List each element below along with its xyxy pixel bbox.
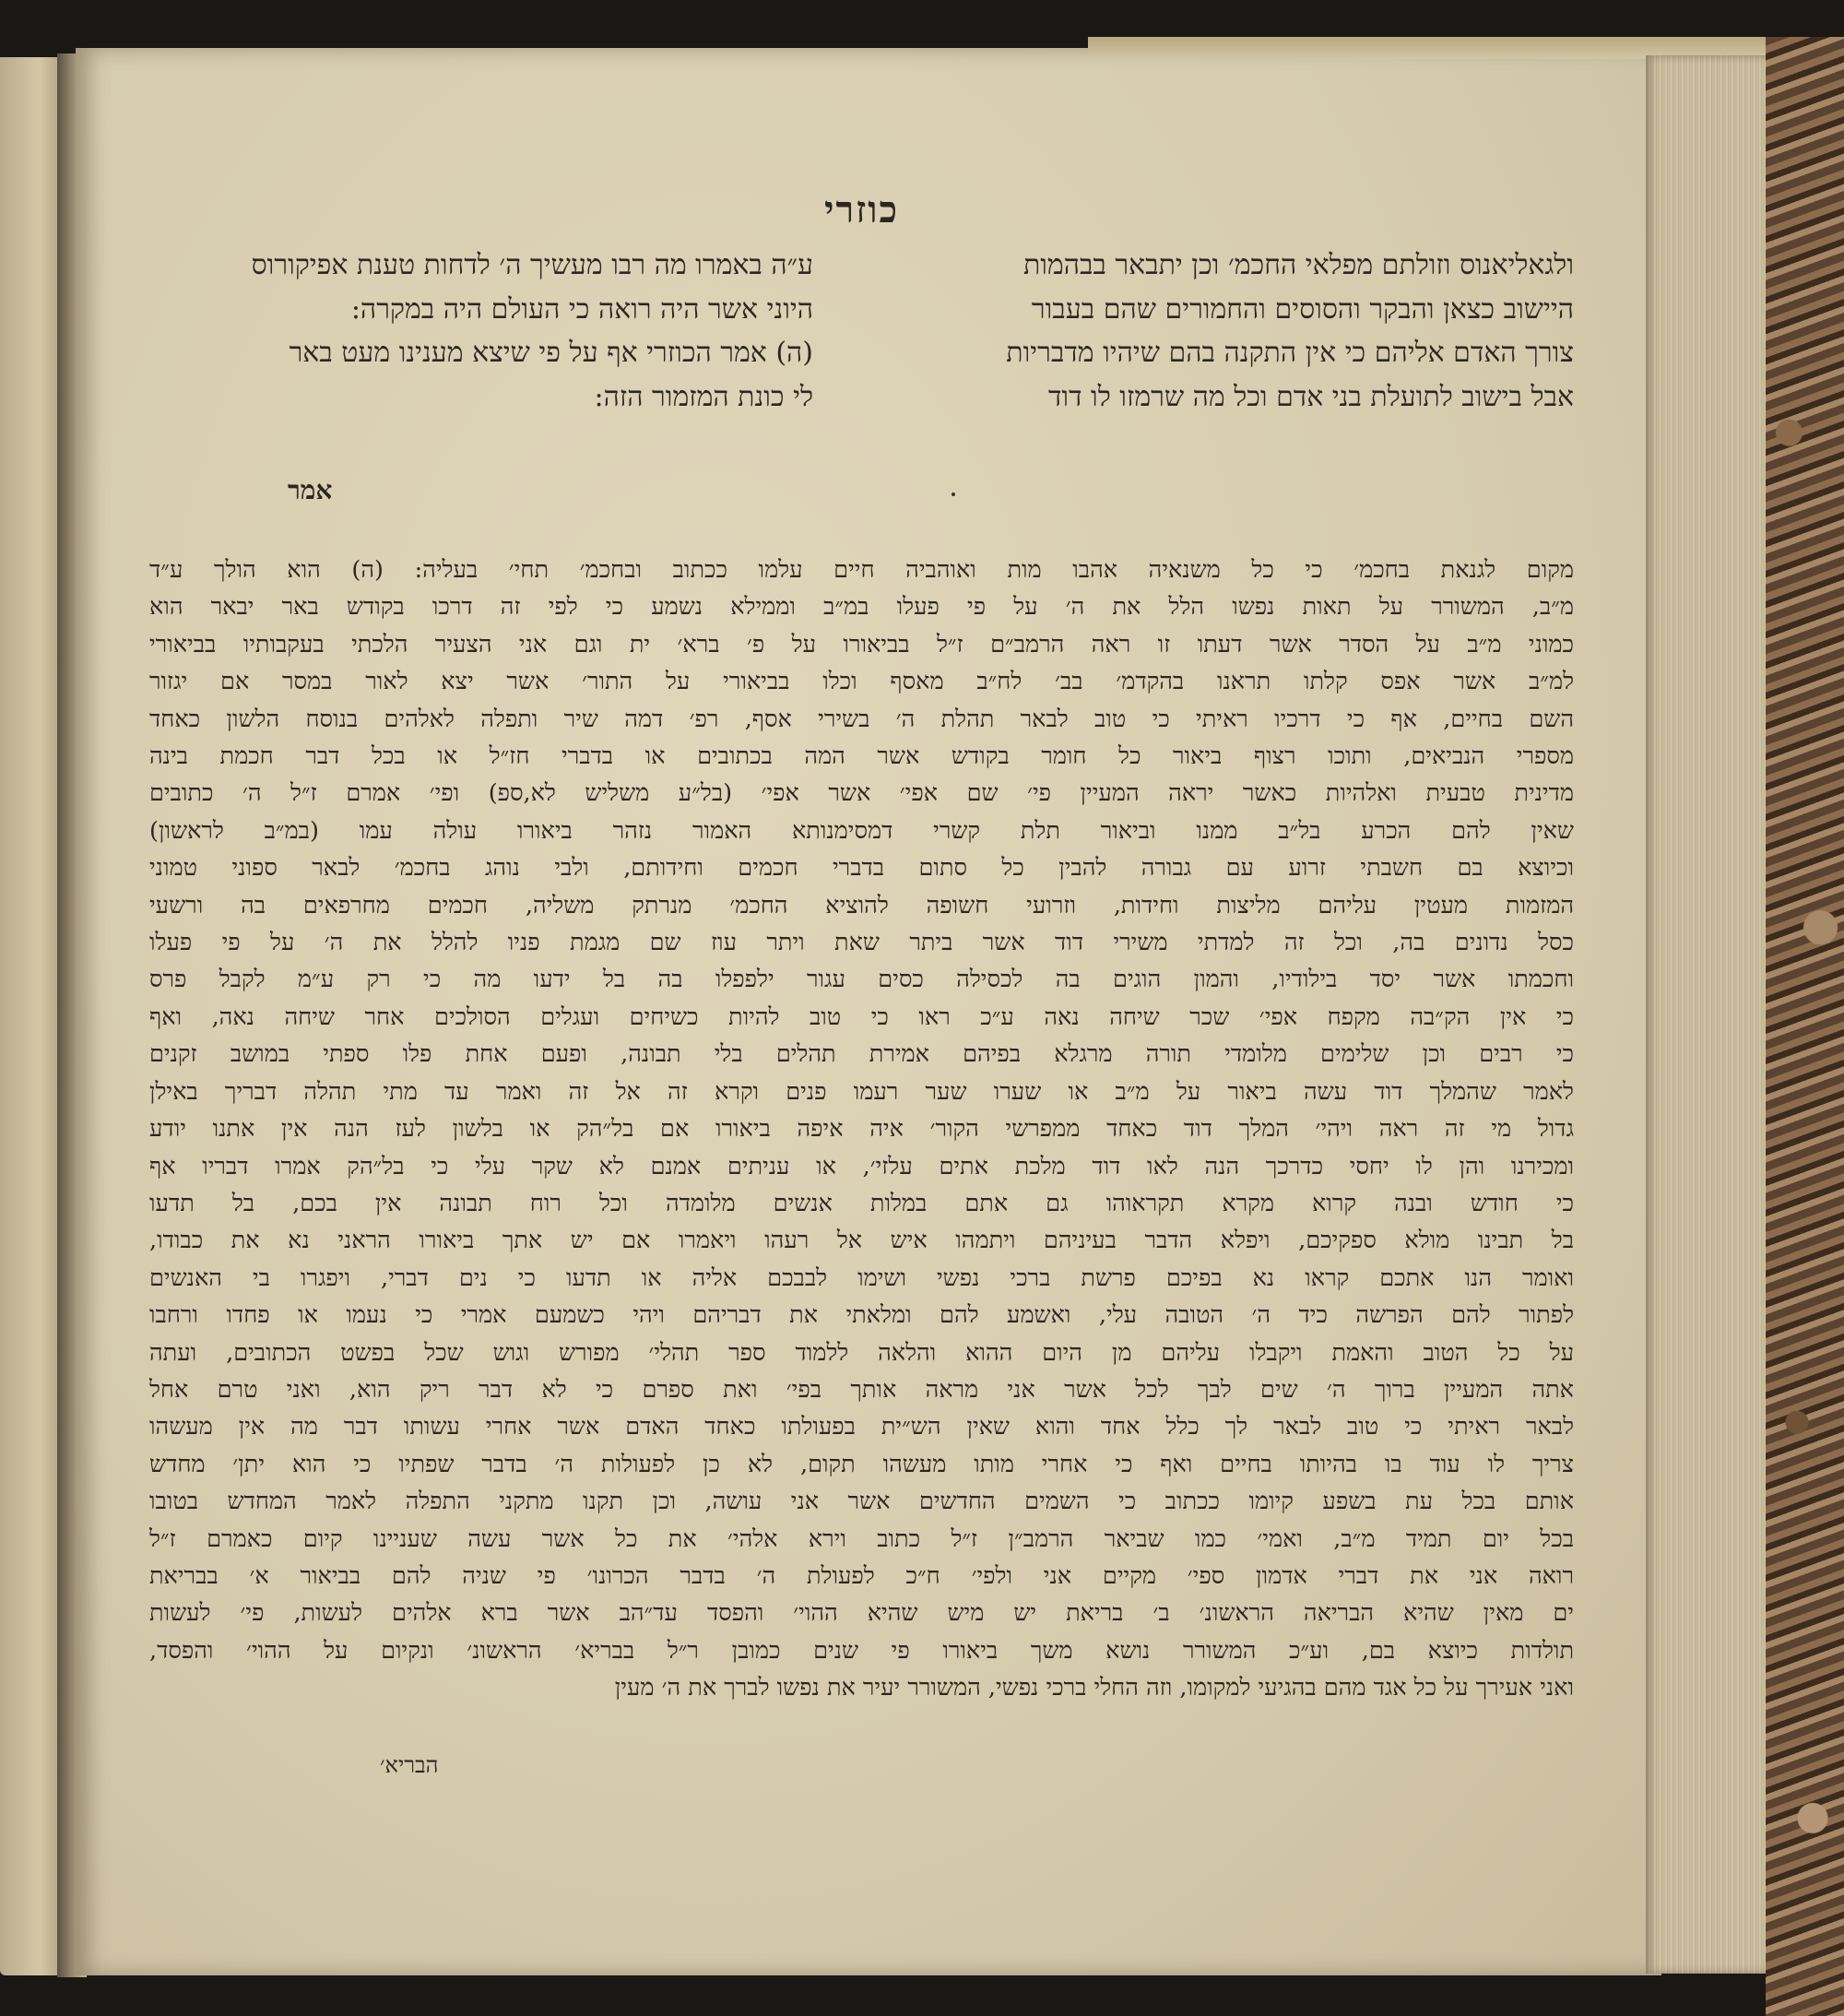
commentary-line: מ״ב, המשורר על תאות נפשו הלל את ה׳ על פי פעלו במ״ב וממילא נשמע כי לפי זה דרכו בקודש באר יבאר הוא <box>149 593 1574 622</box>
commentary-line: על כל הטוב והאמת ויקבלו עליהם מן היום ההוא והלאה ללמוד ספר תהלי׳ מפורש וגוש שכל בפשט הכתובים, ועתה <box>149 1338 1574 1367</box>
main-line: לי כונת המזמור הזה: <box>594 380 813 413</box>
main-line: ע״ה באמרו מה רבו מעשיך ה׳ לדחות טענת אפיקורוס <box>251 249 813 281</box>
commentary-line: ומכירנו והן לו יחסי כדרכך הנה לאו דוד מלכת אתים עלזי׳, או עניתים אמנם לא שקר עלי כי בל״הק אמרו דבריו אף <box>149 1152 1574 1180</box>
commentary-line: רואה אני את דברי אדמון ספי׳ מקיים אני ולפי׳ ח״כ לפעולת ה׳ בדבר הכרונו׳ פי שניה להם בביאור א׳ בבריאת <box>149 1561 1574 1590</box>
commentary-block <box>149 551 1574 1707</box>
commentary-line: מדינית טבעית ואלהיות כאשר יראה המעיין פי׳ שם אפי׳ אשר אפי׳ (בל״ע משליש לא,ספ) ופי׳ אמרם ז״ל ה׳ כתובים <box>149 779 1574 808</box>
commentary-line: מקום לגנאת בחכמ׳ כי כל משנאיה אהבו מות ואוהביה חיים עלמו ככתוב ובחכמ׳ תחי׳ בעליה: (ה) הוא הולך ע״ד <box>149 556 1574 584</box>
commentary-line: לבאר ראיתי כי טוב לבאר לך כלל אחד והוא שאין הש״ית בפעולתו כאחד האדם אשר אחרי עשותו דבר מה אין מעשהו <box>149 1413 1574 1441</box>
page <box>76 48 1661 1975</box>
commentary-line: צריך לו עוד בו בהיותו בחיים ואף כי אחרי מותו מעשהו תקום, לא כן לפעולות ה׳ בדבר שפתיו כי הוא יתן׳ מחדש <box>149 1450 1574 1478</box>
commentary-line: ואני אעירך על כל אגד מהם בהגיעי למקומו, וזה החלי ברכי נפשי, המשורר יעיר את נפשו לברך את ה׳ מעין <box>614 1674 1574 1702</box>
commentary-line: וכיוצא בם חשבתי זרוע עם גבורה להבין כל סתום בדברי חכמים וחידותם, ולבי נוהג בחכמ׳ לבאר ספוני טמוני <box>149 854 1574 883</box>
commentary-line: בכל יום תמיד מ״ב, ואמי׳ כמו שביאר הרמב״ן ז״ל כתוב וירא אלהי׳ את כל אשר עשה שעניינו קיום כאמרם ז״ל <box>149 1524 1574 1553</box>
commentary-line: ואומר הנו אתכם קראו נא בפיכם פרשת ברכי נפשי ושימו לבבכם אליה או תדעו כי נים דברי, ויפגרו בי האנשים <box>149 1263 1574 1292</box>
commentary-line: כי חודש ובנה קרוא מקרא תקראוהו גם אתם במלות אנשים מלומדה וכל רוח תבונה אין בכם, בל תדעו <box>149 1189 1574 1217</box>
commentary-line: ים מאין שהיא הבריאה הראשונ׳ ב׳ בריאת יש מיש שהיא ההוי׳ והפסד עד״הב אשר ברא אלהים לעשות, פי׳ לעשות <box>149 1599 1574 1628</box>
main-line: ולגאליאנוס וזולתם מפלאי החכמ׳ וכן יתבאר בבהמות <box>1022 249 1574 281</box>
commentary-line: גדול מי זה ראה ויהי׳ המלך דוד כאחד ממפרשי הקור׳ איה איפה ביאורו אם בל״הק או בלשון לעז הנה אין אתנו יודע <box>149 1115 1574 1144</box>
main-line: היוני אשר היה רואה כי העולם היה במקרה: <box>350 292 813 326</box>
commentary-line: שאין להם הכרע בל״ב ממנו וביאור תלת קשרי דמסימנותא האמור נזהר ביאורו עולה עמו (במ״ב לראשון) <box>149 816 1574 845</box>
ink-dot <box>952 492 955 496</box>
commentary-line: השם בחיים, אף כי דרכיו ראיתי כי טוב לבאר תהלת ה׳ בשירי אסף, רפ׳ דמה שיר ותפלה לאלהים בנוסח הלשון כאחד <box>149 705 1574 733</box>
main-catchword: אמר <box>288 475 333 505</box>
commentary-line: תולדות כיוצא בם, וע״כ המשורר נושא משך ביאורו פי שנים כמובן ר״ל בבריא׳ הראשונ׳ ונקיום על ההוי׳ והפסד, <box>149 1636 1574 1665</box>
commentary-line: אותם בכל עת בשפע קיומו ככתוב כי השמים החדשים אשר אני עושה, וכן תקנו מתקני התפלה לאמר המחדש בטובו <box>149 1488 1574 1516</box>
commentary-line: המזמות מעטין עליהם מליצות וחידות, וזרועי חשופה להוציא החכמ׳ מנרתק משליה, חכמים מחרפאים בה ורשעי <box>149 891 1574 919</box>
main-line: היישוב כצאן והבקר והסוסים והחמורים שהם בעבור <box>1031 292 1574 326</box>
main-line: אבל בישוב לתועלת בני אדם וכל מה שרמזו לו דוד <box>1047 380 1574 413</box>
bottom-catchword: הבריא׳ <box>380 1752 439 1778</box>
main-column-right <box>910 243 1574 419</box>
commentary-line: לאמר שהמלך דוד עשה ביאור על מ״ב או שערו שער רעמו פנים וקרא זה אל זה ואמר עד מתי תהלה דבריך באילן <box>149 1077 1574 1106</box>
commentary-line: וחכמתו אשר יסד בילודיו, והמון הוגים בה לכסילה כסים עגור ילפפלו בה בל ידעו מה כי רק ע״מ לקבל פרס <box>149 966 1574 994</box>
commentary-line: מספרי הנביאים, ותוכו רצוף ביאור כל חומר בקודש אשר המה בכתובים או בדברי חז״ל או בכל דבר חכמת בינה <box>149 742 1574 771</box>
main-line: (ה) אמר הכוזרי אף על פי שיצא מענינו מעט באר <box>289 337 813 369</box>
commentary-line: למ״ב אשר אפס קלתו תראנו בהקדמ׳ בב׳ לח״ב מאסף וכלו בביאורי על התור׳ אשר יצא לאור במסר אם יגזור <box>149 668 1574 696</box>
marbled-cover <box>1766 37 1844 2016</box>
main-line: צורך האדם אליהם כי אין התקנה בהם שיהיו מדבריות <box>1006 337 1574 369</box>
commentary-line: כי אין הק״בה מקפח אפי׳ שכר שיחה נאה ע״כ ראו כי טוב להיות כשיחים ועגלים הסולכים אחר שיחה נאה, ואף <box>149 1002 1574 1031</box>
commentary-line: כי רבים וכן שלימים מלומדי תורה מרגלא בפיהם אמירת תהלים בלי תבונה, ופעם אחת פלו ספתי במושב זקנים <box>149 1040 1574 1069</box>
page-edges <box>1646 55 1784 1974</box>
commentary-line: כסל נדונים בה, וכל זה למדתי משירי דוד אשר ביתר שאת ויתר עוז שם מגמת פניו להלל את ה׳ על פי פעלו <box>149 929 1574 957</box>
text-block <box>149 48 1574 1975</box>
running-header: כוזרי <box>823 188 900 231</box>
commentary-line: בל תבינו מולא ספקיכם, ויפלא הדבר בעיניהם ויתמהו איש אל רעהו ויאמרו אם יש אתך ביאורו הראני נא את כבודו, <box>149 1227 1574 1255</box>
commentary-line: כמוני מ״ב על הסדר אשר דעתו זו ראה הרמב״ם ז״ל בביאורו על פ׳ ברא׳ ית וגם אני הצעיר הלכתי בעקבותיו בביאורי <box>149 630 1574 658</box>
main-column-left <box>149 243 813 419</box>
commentary-line: אתה המעיין ברוך ה׳ שים לבך לכל אשר אני מראה אותך בפי׳ ואת ספרם כי לא דבר ריק הוא, ואני טרם אחל <box>149 1375 1574 1404</box>
commentary-line: לפתור להם הפרשה כיד ה׳ הטובה עלי, ואשמע להם ומלאתי את דבריהם ויהי כשמעם אמרי כי נעמו או פחדו ורחבו <box>149 1301 1574 1330</box>
